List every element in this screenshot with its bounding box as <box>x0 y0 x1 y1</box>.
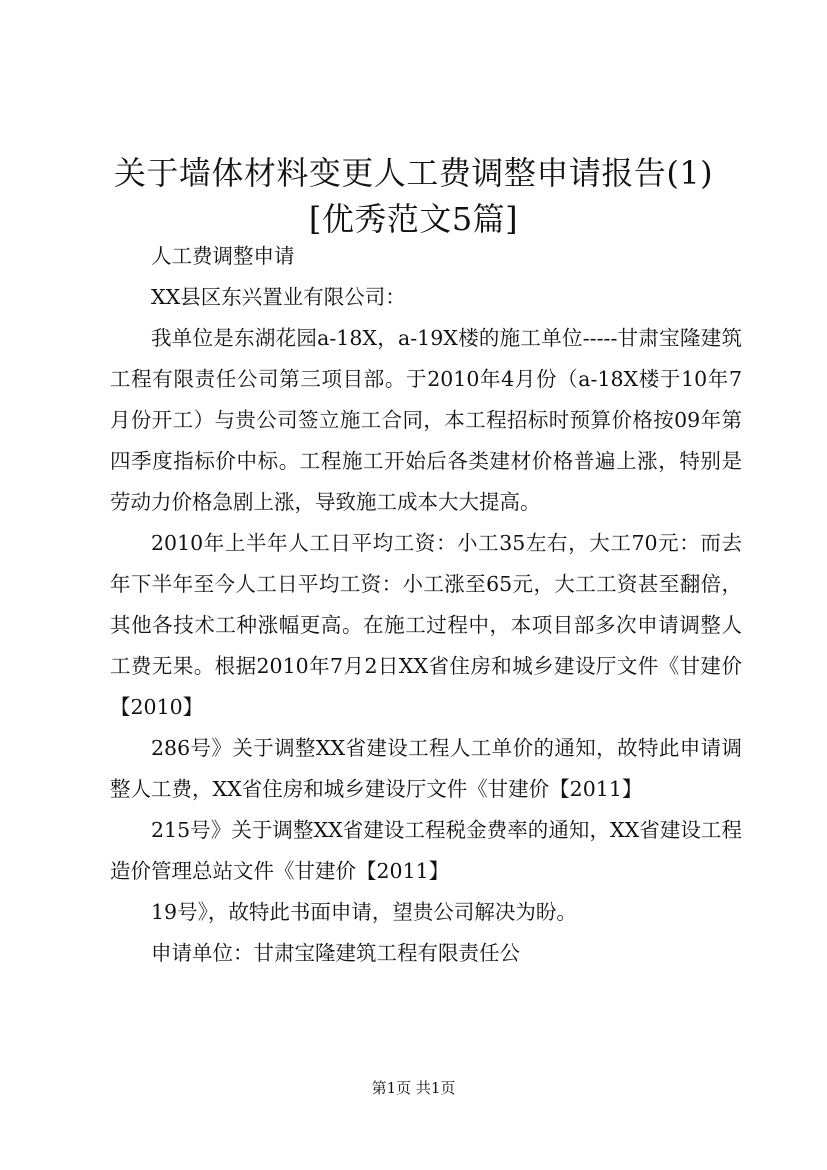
paragraph-recipient: XX县区东兴置业有限公司： <box>151 285 406 309</box>
paragraph-notice-215: 215号》关于调整XX省建设工程税金费率的通知，XX省建设工程造价管理总站文件《甘建价【2011】 <box>110 818 742 883</box>
paragraph-request: 19号》，故特此书面申请，望贵公司解决为盼。 <box>151 900 577 924</box>
paragraph-notice-286: 286号》关于调整XX省建设工程人工单价的通知，故特此申请调整人工费，XX省住房和城乡建设厅文件《甘建价【2011】 <box>110 736 742 801</box>
document-body <box>110 236 742 974</box>
paragraph-subject: 人工费调整申请 <box>151 244 295 268</box>
paragraph-background: 我单位是东湖花园a-18X，a-19X楼的施工单位-----甘肃宝隆建筑工程有限责任公司第三项目部。于2010年4月份（a-18X楼于10年7月份开工）与贵公司签立施工合同，本工程招标时预算价格按09年第四季度指标价中标。工程施工开始后各类建材价格普遍上涨，特别是劳动力价格急剧上涨，导致施工成本大大提高。 <box>110 326 742 514</box>
paragraph-applicant: 申请单位：甘肃宝隆建筑工程有限责任公 <box>151 941 520 965</box>
page-number-footer: 第1页 共1页 <box>371 1079 456 1097</box>
document-title: 关于墙体材料变更人工费调整申请报告(1)[优秀范文5篇] <box>113 154 714 238</box>
paragraph-wages: 2010年上半年人工日平均工资：小工35左右，大工70元：而去年下半年至今人工日平均工资：小工涨至65元，大工工资甚至翻倍，其他各技术工种涨幅更高。在施工过程中，本项目部多次申请调整人工费无果。根据2010年7月2日XX省住房和城乡建设厅文件《甘建价【2010】 <box>110 531 742 719</box>
